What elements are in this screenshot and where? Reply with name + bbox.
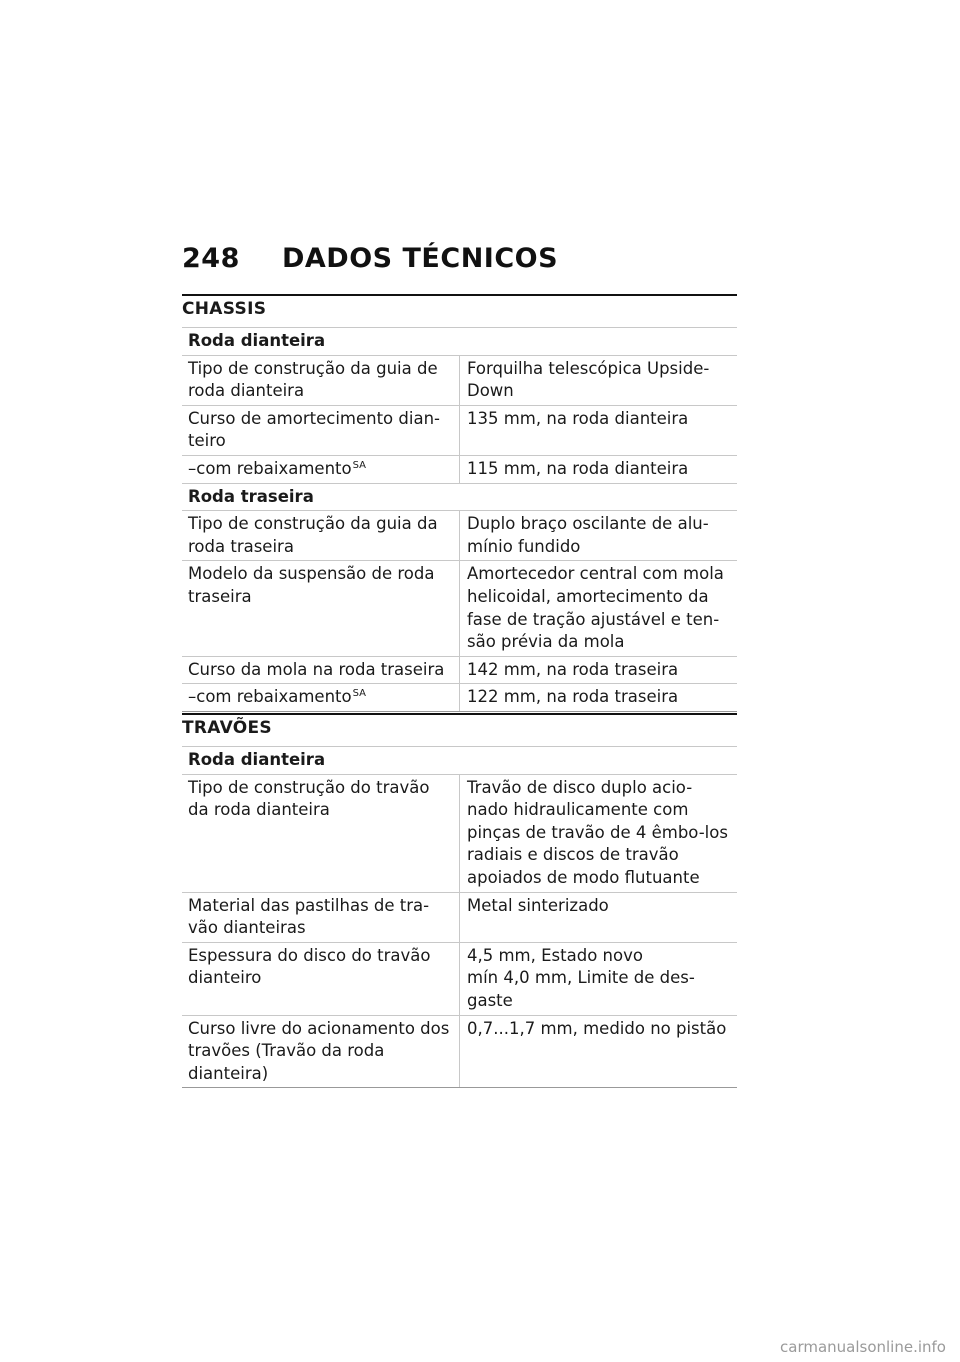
subheading-row (182, 747, 737, 775)
subheading-row (182, 483, 737, 511)
table-row (182, 561, 737, 656)
row-value: Metal sinterizado (460, 892, 738, 942)
row-label-cell (182, 455, 460, 483)
row-value: 122 mm, na roda traseira (460, 684, 738, 712)
chassis-section (182, 294, 737, 712)
row-value: 0,7...1,7 mm, medido no pistão (460, 1015, 738, 1088)
row-value: 4,5 mm, Estado novo (467, 945, 643, 965)
table-row (182, 405, 737, 455)
row-label: Material das pastilhas de tra-vão dianteiras (182, 892, 460, 942)
row-label: Tipo de construção da guia da roda traseira (182, 511, 460, 561)
row-label: Curso de amortecimento dian-teiro (182, 405, 460, 455)
option-superscript: SA (352, 688, 366, 700)
row-label: Curso da mola na roda traseira (182, 656, 460, 684)
row-label: Curso livre do acionamento dos travões (Travão da roda dianteira) (182, 1015, 460, 1088)
row-label: Tipo de construção do travão da roda dianteira (182, 774, 460, 892)
brakes-table (182, 746, 737, 1088)
page-number: 248 (182, 243, 240, 274)
row-value: Forquilha telescópica Upside-Down (460, 355, 738, 405)
row-value-limit: mín 4,0 mm, Limite de des-gaste (467, 968, 695, 1010)
row-value: 142 mm, na roda traseira (460, 656, 738, 684)
brakes-section (182, 713, 737, 1088)
subheading-front-wheel: Roda dianteira (182, 747, 737, 775)
row-label: Tipo de construção da guia de roda dianteira (182, 355, 460, 405)
watermark-link[interactable]: carmanualsonline.info (780, 1338, 946, 1356)
table-row (182, 684, 737, 712)
row-label: –com rebaixamento (188, 458, 352, 478)
table-row (182, 892, 737, 942)
table-row (182, 774, 737, 892)
row-value-cell (460, 942, 738, 1015)
row-value: Duplo braço oscilante de alu-mínio fundido (460, 511, 738, 561)
section-title-chassis: CHASSIS (182, 294, 737, 327)
section-title-brakes: TRAVÕES (182, 713, 737, 746)
row-value: 115 mm, na roda dianteira (460, 455, 738, 483)
row-value: 135 mm, na roda dianteira (460, 405, 738, 455)
row-label: –com rebaixamento (188, 687, 352, 707)
page-title: DADOS TÉCNICOS (282, 243, 559, 274)
table-row (182, 1015, 737, 1088)
option-superscript: SA (352, 459, 366, 471)
row-value: Amortecedor central com mola helicoidal, amortecimento da fase de tração ajustável e ten-são prévia da mola (460, 561, 738, 656)
table-row (182, 511, 737, 561)
row-label: Modelo da suspensão de roda traseira (182, 561, 460, 656)
subheading-rear-wheel: Roda traseira (182, 483, 737, 511)
row-value: Travão de disco duplo acio-nado hidraulicamente com pinças de travão de 4 êmbo-los radiais e discos de travão apoiados de modo flutuante (460, 774, 738, 892)
table-row (182, 656, 737, 684)
page-header (182, 243, 742, 274)
table-row (182, 355, 737, 405)
subheading-front-wheel: Roda dianteira (182, 328, 737, 356)
row-label: Espessura do disco do travão dianteiro (182, 942, 460, 1015)
table-row (182, 942, 737, 1015)
chassis-table (182, 327, 737, 712)
row-label-cell (182, 684, 460, 712)
table-row (182, 455, 737, 483)
subheading-row (182, 328, 737, 356)
